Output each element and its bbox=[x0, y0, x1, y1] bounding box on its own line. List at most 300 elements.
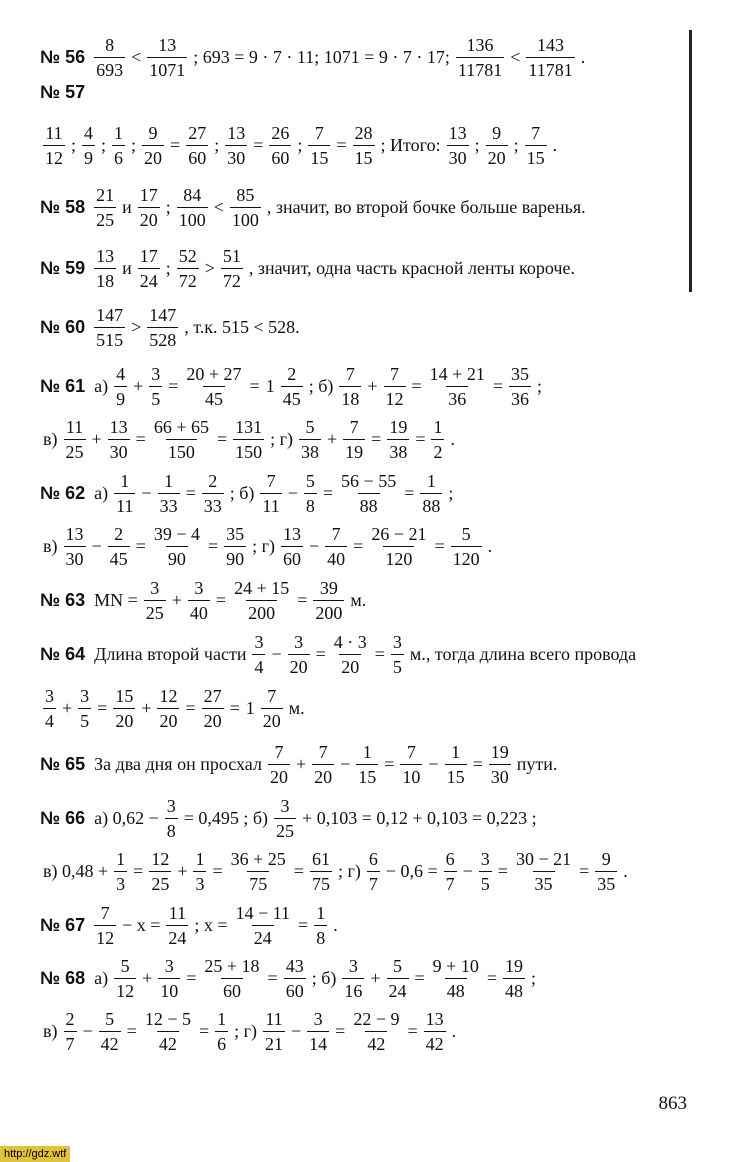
fraction bbox=[281, 525, 303, 568]
math-operator: + bbox=[327, 429, 338, 449]
fraction bbox=[202, 472, 224, 515]
numerator: 131 bbox=[235, 417, 263, 437]
denominator: 6 bbox=[215, 1031, 228, 1053]
solution-line bbox=[40, 472, 456, 515]
denominator: 14 bbox=[307, 1031, 329, 1053]
denominator: 200 bbox=[246, 600, 277, 622]
math-operator: = bbox=[215, 590, 227, 610]
denominator: 45 bbox=[281, 386, 303, 408]
numerator: 3 bbox=[151, 364, 161, 384]
fraction bbox=[503, 957, 525, 1000]
solution-line bbox=[40, 743, 560, 786]
problem-number: № 67 bbox=[40, 915, 86, 935]
numerator: 1 bbox=[195, 849, 205, 869]
numerator: 9 bbox=[601, 849, 611, 869]
numerator: 6 bbox=[368, 849, 378, 869]
denominator: 693 bbox=[94, 57, 125, 79]
numerator: 136 bbox=[466, 35, 494, 55]
fraction bbox=[94, 247, 116, 290]
numerator: 7 bbox=[314, 123, 324, 143]
solution-line bbox=[40, 797, 540, 840]
denominator: 100 bbox=[177, 207, 208, 229]
fraction bbox=[158, 472, 180, 515]
numerator: 7 bbox=[331, 524, 341, 544]
solution-line bbox=[40, 633, 639, 676]
denominator: 38 bbox=[299, 439, 321, 461]
denominator: 7 bbox=[367, 871, 380, 893]
numerator: 3 bbox=[313, 1009, 323, 1029]
denominator: 24 bbox=[252, 925, 274, 947]
fraction bbox=[424, 1010, 446, 1053]
text-segment: MN = bbox=[94, 590, 138, 610]
numerator: 1 bbox=[116, 849, 126, 869]
math-operator: − bbox=[462, 861, 473, 881]
denominator: 120 bbox=[383, 546, 414, 568]
math-operator: − bbox=[287, 483, 298, 503]
fraction bbox=[288, 633, 310, 676]
fraction bbox=[384, 365, 406, 408]
fraction bbox=[94, 904, 116, 947]
math-operator: + bbox=[62, 698, 73, 718]
text-segment: ; bbox=[165, 197, 171, 217]
numerator: 6 bbox=[445, 849, 455, 869]
denominator: 75 bbox=[247, 871, 269, 893]
text-segment: ; bbox=[214, 135, 220, 155]
numerator: 25 + 18 bbox=[204, 956, 260, 976]
fraction bbox=[342, 957, 364, 1000]
fraction bbox=[444, 850, 457, 893]
numerator: 11 bbox=[168, 903, 187, 923]
denominator: 150 bbox=[233, 439, 264, 461]
text-segment: ; bbox=[71, 135, 77, 155]
fraction bbox=[94, 306, 125, 349]
fraction bbox=[149, 850, 171, 893]
fraction bbox=[108, 525, 130, 568]
denominator: 16 bbox=[342, 978, 364, 1000]
denominator: 25 bbox=[149, 871, 171, 893]
denominator: 48 bbox=[503, 978, 525, 1000]
fraction bbox=[234, 904, 292, 947]
math-operator: = bbox=[198, 1021, 210, 1041]
denominator: 42 bbox=[157, 1031, 179, 1053]
numerator: 143 bbox=[537, 35, 565, 55]
fraction bbox=[114, 365, 127, 408]
numerator: 66 + 65 bbox=[153, 417, 209, 437]
numerator: 39 − 4 bbox=[153, 524, 200, 544]
text-segment: . bbox=[450, 429, 455, 449]
numerator: 13 bbox=[283, 524, 302, 544]
denominator: 7 bbox=[64, 1031, 77, 1053]
fraction bbox=[108, 418, 130, 461]
denominator: 15 bbox=[356, 764, 378, 786]
problem-number: № 68 bbox=[40, 968, 86, 988]
numerator: 147 bbox=[96, 305, 124, 325]
fraction bbox=[313, 579, 344, 622]
fraction bbox=[310, 850, 332, 893]
text-segment: м. bbox=[288, 698, 305, 718]
numerator: 5 bbox=[305, 471, 315, 491]
numerator: 4 bbox=[116, 364, 126, 384]
numerator: 7 bbox=[266, 471, 276, 491]
math-operator: + bbox=[91, 429, 102, 449]
math-operator: = bbox=[434, 536, 445, 556]
denominator: 11 bbox=[114, 493, 135, 515]
text-segment: ; bbox=[536, 376, 542, 396]
solution-line bbox=[40, 82, 91, 103]
numerator: 4 bbox=[84, 123, 94, 143]
fraction bbox=[138, 186, 160, 229]
numerator: 13 bbox=[448, 123, 467, 143]
denominator: 35 bbox=[595, 871, 617, 893]
numerator: 13 bbox=[425, 1009, 444, 1029]
numerator: 2 bbox=[208, 471, 218, 491]
math-operator: + bbox=[295, 754, 307, 774]
fraction bbox=[157, 687, 179, 730]
denominator: 90 bbox=[166, 546, 188, 568]
fraction bbox=[64, 1010, 77, 1053]
text-segment: ; 693 = 9 · 7 · 11; 1071 = 9 · 7 · 17; bbox=[193, 47, 450, 67]
denominator: 42 bbox=[424, 1031, 446, 1053]
math-operator: = bbox=[216, 429, 228, 449]
math-operator: − bbox=[428, 754, 439, 774]
math-operator: = bbox=[229, 698, 240, 718]
denominator: 9 bbox=[82, 145, 95, 167]
problem-number: № 57 bbox=[40, 82, 86, 102]
denominator: 20 bbox=[312, 764, 334, 786]
fraction bbox=[428, 365, 487, 408]
denominator: 33 bbox=[202, 493, 224, 515]
denominator: 48 bbox=[445, 978, 467, 1000]
fraction bbox=[64, 418, 86, 461]
numerator: 19 bbox=[490, 742, 509, 762]
numerator: 7 bbox=[406, 742, 416, 762]
denominator: 3 bbox=[114, 871, 127, 893]
denominator: 12 bbox=[43, 145, 65, 167]
math-operator: = bbox=[126, 1021, 137, 1041]
denominator: 36 bbox=[509, 386, 531, 408]
fraction bbox=[152, 525, 202, 568]
text-segment: ; bbox=[448, 483, 454, 503]
denominator: 60 bbox=[221, 978, 243, 1000]
solution-line bbox=[40, 36, 588, 79]
denominator: 60 bbox=[281, 546, 303, 568]
denominator: 8 bbox=[314, 925, 327, 947]
math-operator: = bbox=[315, 644, 326, 664]
text-segment: + 0,103 = 0,12 + 0,103 = 0,223 ; bbox=[302, 808, 537, 828]
math-operator: = bbox=[415, 429, 426, 449]
text-segment: ; г) bbox=[252, 536, 276, 556]
numerator: 51 bbox=[222, 246, 241, 266]
text-segment: − 0,6 = bbox=[385, 861, 438, 881]
math-operator: < bbox=[131, 47, 142, 67]
fraction bbox=[431, 418, 444, 461]
numerator: 12 − 5 bbox=[144, 1009, 191, 1029]
math-operator: < bbox=[510, 47, 521, 67]
fraction bbox=[263, 1010, 285, 1053]
text-segment: ; б) bbox=[308, 376, 334, 396]
denominator: 38 bbox=[387, 439, 409, 461]
math-operator: = bbox=[170, 135, 181, 155]
denominator: 8 bbox=[304, 493, 317, 515]
fraction bbox=[525, 124, 547, 167]
denominator: 10 bbox=[158, 978, 180, 1000]
denominator: 20 bbox=[138, 207, 160, 229]
numerator: 2 bbox=[287, 364, 297, 384]
text-segment: м. bbox=[350, 590, 367, 610]
math-operator: = bbox=[185, 698, 196, 718]
numerator: 7 bbox=[531, 123, 541, 143]
denominator: 35 bbox=[533, 871, 555, 893]
denominator: 11781 bbox=[456, 57, 504, 79]
denominator: 21 bbox=[263, 1031, 285, 1053]
math-operator: + bbox=[133, 376, 144, 396]
math-operator: = bbox=[185, 483, 196, 503]
fraction bbox=[308, 124, 330, 167]
fraction bbox=[177, 186, 208, 229]
numerator: 5 bbox=[105, 1009, 115, 1029]
fraction bbox=[144, 579, 166, 622]
math-operator: + bbox=[171, 590, 182, 610]
math-operator: = bbox=[135, 429, 146, 449]
fraction bbox=[479, 850, 492, 893]
problem-number: № 64 bbox=[40, 644, 86, 664]
fraction bbox=[353, 124, 375, 167]
fraction bbox=[147, 306, 178, 349]
numerator: 7 bbox=[390, 364, 400, 384]
numerator: 20 + 27 bbox=[186, 364, 242, 384]
math-operator: − bbox=[291, 1021, 302, 1041]
denominator: 90 bbox=[224, 546, 246, 568]
text-segment: и bbox=[122, 258, 132, 278]
text-segment: в) 0,48 + bbox=[43, 861, 109, 881]
numerator: 5 bbox=[120, 956, 130, 976]
solution-line bbox=[40, 850, 631, 893]
numerator: 11 bbox=[45, 123, 63, 143]
numerator: 28 bbox=[354, 123, 373, 143]
numerator: 14 + 21 bbox=[429, 364, 485, 384]
math-operator: = bbox=[97, 698, 108, 718]
math-operator: + bbox=[142, 968, 153, 988]
numerator: 9 bbox=[148, 123, 158, 143]
denominator: 72 bbox=[177, 268, 199, 290]
solution-line bbox=[40, 904, 341, 947]
math-operator: = bbox=[336, 135, 347, 155]
fraction bbox=[202, 957, 261, 1000]
text-segment: в) bbox=[43, 536, 58, 556]
fraction bbox=[284, 957, 306, 1000]
numerator: 24 + 15 bbox=[234, 578, 290, 598]
denominator: 20 bbox=[202, 708, 224, 730]
math-operator: > bbox=[131, 317, 142, 337]
numerator: 147 bbox=[149, 305, 177, 325]
solution-line bbox=[40, 957, 539, 1000]
numerator: 43 bbox=[285, 956, 304, 976]
problem-number: № 61 bbox=[40, 376, 86, 396]
numerator: 27 bbox=[188, 123, 207, 143]
math-operator: + bbox=[141, 698, 152, 718]
fraction bbox=[186, 124, 208, 167]
denominator: 25 bbox=[64, 439, 86, 461]
fraction bbox=[143, 1010, 193, 1053]
denominator: 15 bbox=[308, 145, 330, 167]
text-segment: . bbox=[580, 47, 586, 67]
text-segment: ; bbox=[474, 135, 480, 155]
numerator: 56 − 55 bbox=[341, 471, 397, 491]
numerator: 2 bbox=[114, 524, 124, 544]
fraction bbox=[400, 743, 422, 786]
fraction bbox=[221, 247, 243, 290]
problem-number: № 58 bbox=[40, 197, 86, 217]
solution-line bbox=[40, 365, 545, 408]
numerator: 3 bbox=[280, 796, 290, 816]
denominator: 20 bbox=[157, 708, 179, 730]
fraction bbox=[391, 633, 404, 676]
text-segment: . bbox=[487, 536, 493, 556]
math-operator: − bbox=[309, 536, 320, 556]
fraction bbox=[224, 525, 246, 568]
numerator: 1 bbox=[426, 471, 436, 491]
fraction bbox=[269, 124, 291, 167]
fraction bbox=[43, 687, 56, 730]
math-operator: − bbox=[340, 754, 351, 774]
fraction bbox=[149, 365, 162, 408]
math-operator: + bbox=[177, 861, 188, 881]
denominator: 20 bbox=[268, 764, 290, 786]
denominator: 45 bbox=[203, 386, 225, 408]
numerator: 7 bbox=[349, 417, 359, 437]
text-segment: . bbox=[451, 1021, 457, 1041]
text-segment: 1 bbox=[265, 376, 275, 396]
fraction bbox=[94, 186, 116, 229]
denominator: 20 bbox=[113, 708, 135, 730]
text-segment: 1 bbox=[245, 698, 255, 718]
numerator: 3 bbox=[392, 632, 402, 652]
text-segment: в) bbox=[43, 1021, 58, 1041]
numerator: 1 bbox=[217, 1009, 227, 1029]
fraction bbox=[451, 525, 482, 568]
math-operator: = bbox=[407, 1021, 418, 1041]
denominator: 3 bbox=[193, 871, 206, 893]
numerator: 13 bbox=[227, 123, 246, 143]
fraction bbox=[325, 525, 347, 568]
numerator: 4 · 3 bbox=[333, 632, 367, 652]
fraction bbox=[229, 850, 288, 893]
denominator: 60 bbox=[186, 145, 208, 167]
math-operator: = bbox=[404, 483, 415, 503]
text-segment: ; б) bbox=[311, 968, 337, 988]
text-segment: ; б) bbox=[229, 483, 255, 503]
numerator: 52 bbox=[178, 246, 197, 266]
numerator: 11 bbox=[65, 417, 84, 437]
numerator: 8 bbox=[105, 35, 115, 55]
fraction bbox=[233, 418, 264, 461]
denominator: 24 bbox=[138, 268, 160, 290]
denominator: 24 bbox=[387, 978, 409, 1000]
solution-line bbox=[40, 1010, 459, 1053]
text-segment: а) 0,62 − bbox=[94, 808, 159, 828]
math-operator: = bbox=[353, 536, 364, 556]
denominator: 200 bbox=[313, 600, 344, 622]
fraction bbox=[595, 850, 617, 893]
math-operator: = bbox=[133, 861, 144, 881]
denominator: 42 bbox=[365, 1031, 387, 1053]
margin-bar bbox=[689, 30, 692, 292]
fraction bbox=[252, 633, 265, 676]
problem-number: № 62 bbox=[40, 483, 86, 503]
text-segment: ; bbox=[131, 135, 137, 155]
numerator: 3 bbox=[164, 956, 174, 976]
denominator: 33 bbox=[158, 493, 180, 515]
denominator: 5 bbox=[391, 654, 404, 676]
numerator: 3 bbox=[480, 849, 490, 869]
numerator: 9 bbox=[492, 123, 502, 143]
denominator: 25 bbox=[274, 818, 296, 840]
numerator: 3 bbox=[254, 632, 264, 652]
denominator: 9 bbox=[114, 386, 127, 408]
denominator: 120 bbox=[451, 546, 482, 568]
fraction bbox=[225, 124, 247, 167]
math-operator: = bbox=[472, 754, 483, 774]
denominator: 18 bbox=[94, 268, 116, 290]
numerator: 7 bbox=[100, 903, 110, 923]
denominator: 8 bbox=[165, 818, 178, 840]
numerator: 17 bbox=[139, 185, 158, 205]
numerator: 85 bbox=[236, 185, 255, 205]
fraction bbox=[142, 124, 164, 167]
denominator: 88 bbox=[420, 493, 442, 515]
denominator: 30 bbox=[108, 439, 130, 461]
fraction bbox=[193, 850, 206, 893]
fraction bbox=[260, 472, 281, 515]
solution-line bbox=[40, 306, 303, 349]
math-operator: = bbox=[322, 483, 334, 503]
denominator: 30 bbox=[489, 764, 511, 786]
math-operator: < bbox=[213, 197, 224, 217]
denominator: 40 bbox=[188, 600, 210, 622]
fraction bbox=[356, 743, 378, 786]
math-operator: = bbox=[374, 644, 385, 664]
numerator: 7 bbox=[318, 742, 328, 762]
numerator: 1 bbox=[451, 742, 461, 762]
fraction bbox=[188, 579, 210, 622]
numerator: 13 bbox=[109, 417, 128, 437]
fraction bbox=[147, 36, 187, 79]
solution-line bbox=[40, 186, 589, 229]
math-operator: = bbox=[492, 376, 503, 396]
text-segment: а) bbox=[94, 483, 109, 503]
fraction bbox=[514, 850, 573, 893]
numerator: 1 bbox=[114, 123, 124, 143]
fraction bbox=[158, 957, 180, 1000]
fraction bbox=[486, 124, 508, 167]
numerator: 5 bbox=[461, 524, 471, 544]
numerator: 9 + 10 bbox=[432, 956, 479, 976]
text-segment: ; bbox=[297, 135, 303, 155]
math-operator: = bbox=[414, 968, 425, 988]
text-segment: ; г) bbox=[337, 861, 361, 881]
text-segment: . bbox=[623, 861, 628, 881]
text-segment: ; bbox=[101, 135, 107, 155]
text-segment: ; bbox=[165, 258, 171, 278]
denominator: 20 bbox=[486, 145, 508, 167]
solution-line bbox=[40, 579, 369, 622]
text-segment: Длина второй части bbox=[94, 644, 247, 664]
denominator: 12 bbox=[384, 386, 406, 408]
math-operator: − bbox=[82, 1021, 93, 1041]
denominator: 515 bbox=[94, 327, 125, 349]
numerator: 1 bbox=[164, 471, 174, 491]
watermark: http://gdz.wtf bbox=[0, 1146, 70, 1162]
